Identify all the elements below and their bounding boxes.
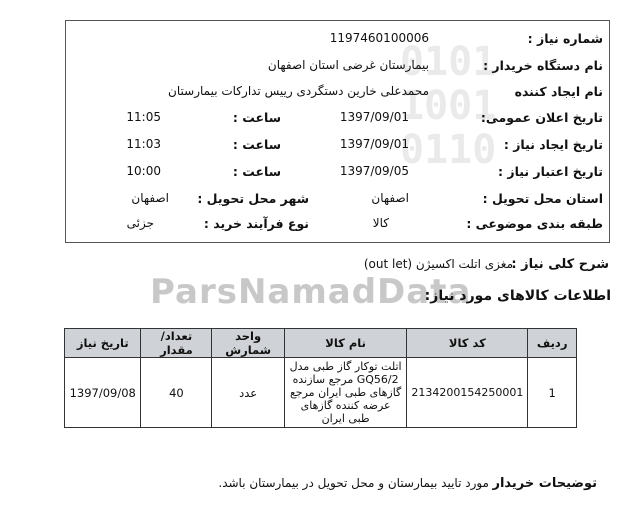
- city-value: اصفهان: [131, 191, 169, 205]
- col-qty-header: تعداد/ مقدار: [141, 329, 212, 358]
- category-value: کالا: [372, 216, 389, 230]
- valid-date-label: تاریخ اعتبار نیاز :: [498, 164, 603, 179]
- col-name-header: نام کالا: [284, 329, 407, 358]
- buyer-label: نام دستگاه خریدار :: [483, 58, 603, 73]
- col-date-header: تاریخ نیاز: [65, 329, 141, 358]
- process-label: نوع فرآیند خرید :: [203, 216, 309, 231]
- quantity-cell: 40: [141, 358, 212, 428]
- announce-date-value: 1397/09/01: [339, 110, 409, 124]
- announce-time-label: ساعت :: [232, 110, 281, 125]
- province-value: اصفهان: [371, 191, 409, 205]
- goods-title: اطلاعات کالاهای مورد نیاز:: [424, 288, 611, 304]
- watermark-digits-line: 1001: [400, 83, 497, 129]
- create-date-label: تاریخ ایجاد نیاز :: [503, 137, 603, 152]
- valid-time-value: 10:00: [126, 164, 161, 178]
- need-number-label: شماره نیاز :: [527, 31, 603, 46]
- buyer-notes-value: مورد تایید بیمارستان و محل تحویل در بیمارستان باشد.: [218, 476, 489, 490]
- watermark-digits-line: 0101: [400, 39, 497, 85]
- creator-label: نام ایجاد کننده: [514, 84, 603, 99]
- buyer-value: بیمارستان غرضی استان اصفهان: [267, 58, 429, 72]
- valid-time-label: ساعت :: [232, 164, 281, 179]
- goods-code-cell: 2134200154250001: [407, 358, 528, 428]
- col-unit-header: واحد شمارش: [212, 329, 284, 358]
- col-row-header: ردیف: [528, 329, 577, 358]
- need-date-cell: 1397/09/08: [65, 358, 141, 428]
- announce-date-label: تاریخ اعلان عمومی:: [480, 110, 603, 125]
- province-label: استان محل تحویل :: [482, 191, 603, 206]
- create-date-value: 1397/09/01: [339, 137, 409, 151]
- create-time-label: ساعت :: [232, 137, 281, 152]
- need-number-value: 1197460100006: [329, 31, 429, 45]
- city-label: شهر محل تحویل :: [197, 191, 309, 206]
- buyer-notes-label: توضیحات خریدار: [492, 476, 597, 491]
- announce-time-value: 11:05: [126, 110, 161, 124]
- table-row: [65, 358, 577, 428]
- category-label: طبقه بندی موضوعی :: [466, 216, 603, 231]
- process-value: جزئی: [126, 216, 154, 230]
- watermark: ParsNamadData: [150, 272, 472, 312]
- creator-value: محمدعلی خارین دستگردی رییس تدارکات بیمارستان: [168, 84, 429, 98]
- goods-name-cell: اتلت توکار گاز طبی مدل GQ56/2 مرجع سازنده گازهای طبی ایران مرجع عرضه کننده گازهای طبی ایران: [284, 358, 407, 428]
- summary-label: شرح کلی نیاز :: [511, 257, 609, 272]
- col-code-header: کد کالا: [407, 329, 528, 358]
- goods-table: [64, 328, 577, 428]
- unit-cell: عدد: [212, 358, 284, 428]
- summary-value: مغزی اتلت اکسیژن (out let): [363, 257, 513, 271]
- goods-table-header-row: [65, 329, 577, 358]
- valid-date-value: 1397/09/05: [339, 164, 409, 178]
- create-time-value: 11:03: [126, 137, 161, 151]
- need-details-box: [65, 20, 610, 243]
- row-number-cell: 1: [528, 358, 577, 428]
- watermark-digits-line: 0110: [400, 127, 497, 173]
